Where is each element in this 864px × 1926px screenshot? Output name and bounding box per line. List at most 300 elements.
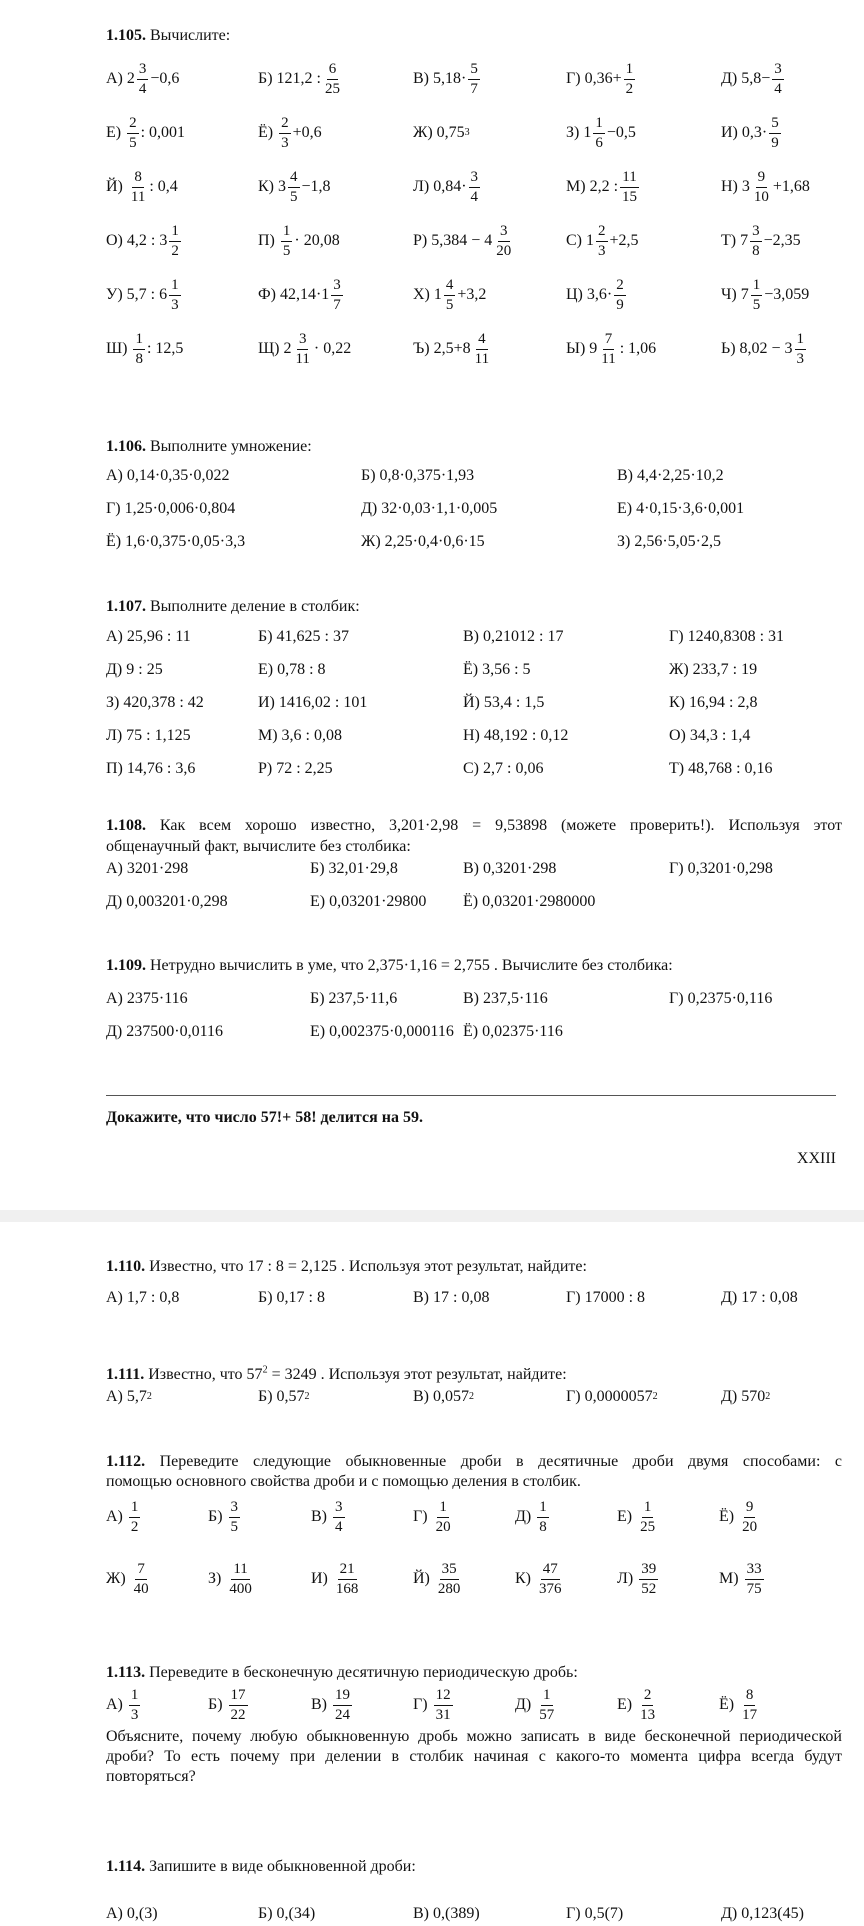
expression: А) 25,96 : 11: [106, 628, 191, 645]
item-label: Щ): [258, 340, 280, 357]
fraction: [537, 1688, 556, 1723]
fraction: [473, 332, 491, 367]
item-label: Р): [413, 232, 428, 249]
expression-part: 121,2 :: [276, 70, 321, 87]
fraction: [281, 224, 293, 259]
expression: [258, 56, 344, 102]
heading-1-113: 1.113. Переведите в бесконечную десятичную периодическую дробь:: [106, 1664, 578, 1681]
expression-part: 2,2 :: [589, 178, 619, 195]
expression: Ё) 0,03201·2980000: [463, 893, 596, 910]
expression-part: +3,2: [457, 286, 487, 303]
fraction-item: [413, 1494, 455, 1540]
fraction: [129, 170, 147, 205]
expression: [258, 326, 351, 372]
fraction: [638, 1500, 657, 1535]
expression: Е) 0,002375·0,000116: [310, 1023, 454, 1040]
expression: А) 0,14·0,35·0,022: [106, 467, 230, 484]
denominator: 31: [435, 1706, 451, 1723]
denominator: 17: [742, 1706, 758, 1723]
expression: Р) 72 : 2,25: [258, 760, 333, 777]
expression-part: · 0,22: [313, 340, 352, 357]
expression: Д) 0,003201·0,298: [106, 893, 228, 910]
item-label: В): [311, 1696, 327, 1713]
expression-part: 2: [126, 70, 135, 87]
heading-1-108: 1.108. Как всем хорошо известно, 3,201·2,98 = 9,53898 (можете проверить!). Используя этот: [106, 817, 842, 834]
item-label: С): [566, 232, 582, 249]
expression-part: 1: [433, 286, 442, 303]
numerator: 3: [498, 224, 510, 242]
fraction-item: [515, 1494, 551, 1540]
expression-part: 42,14·1: [279, 286, 330, 303]
expression: [566, 326, 656, 372]
numerator: 39: [639, 1562, 658, 1580]
denominator: 11: [130, 188, 146, 205]
fraction-item: [719, 1682, 761, 1728]
expression: А) 1,7 : 0,8: [106, 1289, 180, 1306]
expression: Е) 0,78 : 8: [258, 661, 326, 678]
denominator: 25: [640, 1518, 656, 1535]
expression: З) 2,56·5,05·2,5: [617, 533, 721, 550]
numerator: 9: [744, 1500, 756, 1518]
expression: Б) 32,01·29,8: [310, 860, 398, 877]
fraction: [331, 278, 343, 313]
numerator: 33: [745, 1562, 764, 1580]
denominator: 57: [539, 1706, 555, 1723]
item-label: Ч): [721, 286, 737, 303]
expression-part: 3: [741, 178, 750, 195]
numerator: 3: [229, 1500, 241, 1518]
denominator: 11: [601, 350, 616, 367]
item-label: П): [258, 232, 275, 249]
heading-1-107: 1.107. Выполните деление в столбик:: [106, 598, 360, 615]
item-label: Й): [106, 178, 123, 195]
expression: Ж) 0,75 3: [413, 124, 470, 141]
item-label: Н): [721, 178, 738, 195]
item-label: Ф): [258, 286, 276, 303]
denominator: 7: [470, 80, 478, 97]
numerator: 1: [751, 278, 763, 296]
expression: Б) 237,5·11,6: [310, 990, 398, 1007]
expression: Ё) 0,02375·116: [463, 1023, 563, 1040]
item-label: Г): [566, 70, 581, 87]
numerator: 3: [297, 332, 309, 350]
expression-part: −0,6: [150, 70, 180, 87]
expression: [258, 110, 322, 156]
expression: Д) 9 : 25: [106, 661, 163, 678]
expression: В) 0,057 2: [413, 1388, 474, 1405]
fraction: [279, 116, 291, 151]
fraction: [639, 1562, 658, 1597]
numerator: 5: [468, 62, 480, 80]
denominator: 20: [435, 1518, 451, 1535]
denominator: 376: [539, 1580, 562, 1597]
fraction: [293, 332, 311, 367]
expression: Е) 4·0,15·3,6·0,001: [617, 500, 745, 517]
expression-part: · 20,08: [294, 232, 340, 249]
expression: А) 3201·298: [106, 860, 189, 877]
fraction: [468, 62, 480, 97]
item-label: К): [515, 1570, 531, 1587]
expression-part: Б) 0,57: [258, 1388, 305, 1405]
expression-part: 0,36+: [584, 70, 622, 87]
expression: В) 0,3201·298: [463, 860, 557, 877]
fraction: [169, 278, 181, 313]
fraction-item: [617, 1682, 659, 1728]
numerator: 11: [231, 1562, 249, 1580]
fraction: [334, 1562, 361, 1597]
expression: [413, 56, 482, 102]
numerator: 3: [772, 62, 784, 80]
expression: Е) 0,03201·29800: [310, 893, 427, 910]
numerator: 1: [129, 1688, 141, 1706]
denominator: 11: [295, 350, 310, 367]
expression-part: 7: [740, 286, 749, 303]
expression: [106, 56, 179, 102]
expression-part: 1: [586, 232, 594, 249]
numerator: 1: [133, 332, 145, 350]
expression: К) 16,94 : 2,8: [669, 694, 758, 711]
expression: [566, 272, 628, 318]
item-label: Й): [413, 1570, 430, 1587]
numerator: 1: [169, 278, 181, 296]
fraction: [620, 170, 639, 205]
fraction-item: [106, 1682, 142, 1728]
fraction: [537, 1562, 564, 1597]
expression: [106, 218, 183, 264]
denominator: 8: [539, 1518, 547, 1535]
item-label: В): [413, 70, 429, 87]
numerator: 2: [642, 1688, 654, 1706]
fraction: [227, 1562, 254, 1597]
expression: Г) 0,5(7): [566, 1905, 624, 1922]
denominator: 40: [133, 1580, 149, 1597]
fraction: [740, 1688, 759, 1723]
fraction: [624, 62, 636, 97]
denominator: 8: [752, 242, 760, 259]
denominator: 3: [796, 350, 805, 367]
numerator: 35: [440, 1562, 459, 1580]
expression: Б) 0,(34): [258, 1905, 316, 1922]
numerator: 3: [750, 224, 762, 242]
fraction: [127, 116, 139, 151]
denominator: 3: [171, 296, 179, 313]
fraction: [229, 1688, 248, 1723]
expression-part: +1,68: [772, 178, 810, 195]
expression: В) 0,(389): [413, 1905, 480, 1922]
page-number: XXIII: [796, 1150, 836, 1167]
heading-1-111: 1.111. Известно, что $57^2 = 3249$ . Используя этот результат, найдите:: [106, 1364, 567, 1383]
item-label: З): [208, 1570, 222, 1587]
fraction: [596, 224, 608, 259]
item-label: Т): [721, 232, 737, 249]
expression: [721, 164, 810, 210]
expression: В) 17 : 0,08: [413, 1289, 490, 1306]
denominator: 5: [129, 134, 137, 151]
item-label: Ь): [721, 340, 736, 357]
expression-part: : 0,001: [140, 124, 186, 141]
fraction: [599, 332, 617, 367]
expression: Д) 570 2: [721, 1388, 771, 1405]
denominator: 4: [774, 80, 782, 97]
fraction: [229, 1500, 241, 1535]
denominator: 52: [641, 1580, 657, 1597]
fraction: [537, 1500, 549, 1535]
fraction: [751, 278, 763, 313]
fraction-item: [208, 1494, 242, 1540]
fraction: [129, 1500, 141, 1535]
numerator: 4: [444, 278, 456, 296]
numerator: 9: [756, 170, 768, 188]
numerator: 4: [288, 170, 300, 188]
numerator: 3: [333, 1500, 345, 1518]
fraction: [169, 224, 181, 259]
expression: В) 4,4·2,25·10,2: [617, 467, 724, 484]
numerator: 21: [338, 1562, 357, 1580]
expression: [413, 164, 482, 210]
fraction: [750, 224, 762, 259]
expression: М) 3,6 : 0,08: [258, 727, 342, 744]
denominator: 2: [171, 242, 179, 259]
denominator: 2: [625, 80, 634, 97]
expression-part: −2,35: [763, 232, 801, 249]
fraction-item: [311, 1682, 354, 1728]
expression: О) 34,3 : 1,4: [669, 727, 751, 744]
expression-part: 5,384 − 4: [431, 232, 493, 249]
expression: Й) 53,4 : 1,5: [463, 694, 545, 711]
expression: З) 420,378 : 42: [106, 694, 204, 711]
item-label: И): [721, 124, 738, 141]
expression: Г) 0,3201·0,298: [669, 860, 773, 877]
numerator: 5: [769, 116, 781, 134]
numerator: 2: [596, 224, 608, 242]
heading-1-106: 1.106. Выполните умножение:: [106, 438, 312, 455]
fraction: [323, 62, 342, 97]
heading-1-109: 1.109. Нетрудно вычислить в уме, что 2,375·1,16 = 2,755 . Вычислите без столбика:: [106, 957, 673, 974]
expression-part: 8,02 − 3: [739, 340, 793, 357]
expression-part: +0,6: [292, 124, 322, 141]
denominator: 280: [437, 1580, 461, 1597]
expression: [106, 164, 178, 210]
fraction-item: [515, 1682, 558, 1728]
fraction: [469, 170, 481, 205]
item-label: Д): [515, 1696, 532, 1713]
fraction-item: [719, 1556, 766, 1602]
expression-part: Г) 0,0000057: [566, 1388, 653, 1405]
expression-part: : 12,5: [146, 340, 184, 357]
expression: Ё) 1,6·0,375·0,05·3,3: [106, 533, 246, 550]
numerator: 2: [127, 116, 139, 134]
expression: [413, 218, 515, 264]
expression: [566, 164, 641, 210]
fraction: [740, 1500, 759, 1535]
denominator: 4: [335, 1518, 343, 1535]
numerator: 17: [229, 1688, 248, 1706]
denominator: 5: [752, 296, 761, 313]
denominator: 168: [335, 1580, 359, 1597]
item-label: А): [106, 70, 123, 87]
fraction: [434, 1500, 453, 1535]
numerator: 1: [537, 1500, 549, 1518]
heading-1-114: 1.114. Запишите в виде обыкновенной дроби:: [106, 1858, 416, 1875]
expression: Д) 237500·0,0116: [106, 1023, 223, 1040]
text-1-108-line2: общенаучный факт, вычислите без столбика:: [106, 838, 411, 855]
denominator: 20: [742, 1518, 758, 1535]
expression-part: 0,3·: [741, 124, 768, 141]
proof-task: Докажите, что число 57!+ 58! делится на 59.: [106, 1109, 423, 1126]
expression: [721, 56, 786, 102]
expression-part: 4,2 : 3: [126, 232, 168, 249]
numerator: 1: [624, 62, 636, 80]
expression: [721, 218, 801, 264]
denominator: 15: [622, 188, 638, 205]
item-label: К): [258, 178, 274, 195]
expression-part: : 1,06: [619, 340, 657, 357]
expression-part: 0,75: [436, 124, 465, 141]
denominator: 2: [130, 1518, 139, 1535]
fraction-item: [106, 1556, 153, 1602]
item-label: Ж): [106, 1570, 126, 1587]
fraction: [133, 332, 145, 367]
fraction: [593, 116, 605, 151]
expression: [566, 218, 639, 264]
item-label: Б): [208, 1696, 223, 1713]
expression: Т) 48,768 : 0,16: [669, 760, 773, 777]
item-label: Г): [413, 1508, 428, 1525]
fraction: [745, 1562, 764, 1597]
expression: [258, 272, 345, 318]
expression-part: 3: [278, 178, 286, 195]
item-label: Ш): [106, 340, 128, 357]
fraction: [137, 62, 149, 97]
expression: В) 237,5·116: [463, 990, 548, 1007]
item-label: А): [106, 1696, 123, 1713]
expression-part: 0,84·: [433, 178, 467, 195]
expression: А) 0,(3): [106, 1905, 158, 1922]
expression-part: А) 5,7: [106, 1388, 147, 1405]
numerator: 2: [614, 278, 626, 296]
expression: А) 5,7 2: [106, 1388, 152, 1405]
item-label: А): [106, 1508, 123, 1525]
expression-part: : 0,4: [149, 178, 178, 195]
page-2: [0, 1222, 864, 1920]
fraction: [444, 278, 456, 313]
fraction-item: [617, 1494, 659, 1540]
item-label: Ё): [719, 1696, 735, 1713]
numerator: 7: [603, 332, 615, 350]
numerator: 3: [137, 62, 149, 80]
fraction: [333, 1688, 352, 1723]
denominator: 8: [135, 350, 143, 367]
numerator: 1: [281, 224, 293, 242]
expression: С) 2,7 : 0,06: [463, 760, 544, 777]
expression-part: 1: [583, 124, 592, 141]
expression-part: −0,5: [606, 124, 636, 141]
denominator: 25: [324, 80, 340, 97]
fraction: [434, 1688, 453, 1723]
item-label: Х): [413, 286, 430, 303]
fraction-item: [515, 1556, 566, 1602]
expression: Б) 41,625 : 37: [258, 628, 349, 645]
expression: [721, 326, 808, 372]
text-1-112-line2: помощью основного свойства дроби и с помощью деления в столбик.: [106, 1473, 581, 1490]
numerator: 1: [169, 224, 181, 242]
numerator: 47: [541, 1562, 560, 1580]
expression-part: 9: [589, 340, 598, 357]
expression: [106, 272, 183, 318]
fraction: [494, 224, 513, 259]
numerator: 12: [434, 1688, 453, 1706]
numerator: 7: [135, 1562, 147, 1580]
expression: [258, 164, 331, 210]
numerator: 6: [327, 62, 339, 80]
item-label: В): [311, 1508, 327, 1525]
expression: Б) 0,17 : 8: [258, 1289, 325, 1306]
numerator: 11: [620, 170, 638, 188]
denominator: 5: [230, 1518, 239, 1535]
item-label: Б): [208, 1508, 223, 1525]
fraction: [614, 278, 626, 313]
expression: Д) 0,123(45): [721, 1905, 804, 1922]
fraction: [752, 170, 771, 205]
fraction-item: [719, 1494, 761, 1540]
denominator: 4: [138, 80, 147, 97]
expression: Г) 1240,8308 : 31: [669, 628, 785, 645]
heading-1-112: 1.112. Переведите следующие обыкновенные дроби в десятичные дроби двумя способами: с: [106, 1453, 842, 1470]
denominator: 5: [282, 242, 291, 259]
fraction-item: [208, 1556, 256, 1602]
numerator: 1: [593, 116, 605, 134]
fraction-item: [413, 1682, 455, 1728]
item-label: Е): [617, 1696, 633, 1713]
numerator: 1: [795, 332, 807, 350]
denominator: 75: [746, 1580, 762, 1597]
item-label: Л): [617, 1570, 634, 1587]
item-label: Л): [413, 178, 430, 195]
fraction: [288, 170, 300, 205]
denominator: 4: [470, 188, 479, 205]
expression: [413, 272, 486, 318]
expression: [566, 56, 637, 102]
expression: И) 1416,02 : 101: [258, 694, 368, 711]
item-label: Ж): [413, 124, 433, 141]
numerator: 8: [744, 1688, 756, 1706]
numerator: 3: [469, 170, 481, 188]
item-label: Е): [106, 124, 122, 141]
denominator: 13: [640, 1706, 656, 1723]
expression: Г) 17000 : 8: [566, 1289, 646, 1306]
expression: Ё) 3,56 : 5: [463, 661, 531, 678]
denominator: 10: [753, 188, 769, 205]
expression: Д) 32·0,03·1,1·0,005: [361, 500, 498, 517]
expression: Г) 0,2375·0,116: [669, 990, 773, 1007]
expression: Г) 0,0000057 2: [566, 1388, 658, 1405]
fraction-item: [106, 1494, 142, 1540]
numerator: 3: [331, 278, 343, 296]
numerator: 1: [129, 1500, 141, 1518]
item-label: И): [311, 1570, 328, 1587]
item-label: З): [566, 124, 580, 141]
heading-1-110: 1.110. Известно, что 17 : 8 = 2,125 . Используя этот результат, найдите:: [106, 1258, 587, 1275]
numerator: 19: [333, 1688, 352, 1706]
numerator: 1: [437, 1500, 449, 1518]
numerator: 4: [476, 332, 488, 350]
numerator: 1: [541, 1688, 553, 1706]
numerator: 8: [132, 170, 144, 188]
expression: Ж) 233,7 : 19: [669, 661, 758, 678]
expression: П) 14,76 : 3,6: [106, 760, 196, 777]
denominator: 5: [290, 188, 298, 205]
item-label: М): [566, 178, 586, 195]
